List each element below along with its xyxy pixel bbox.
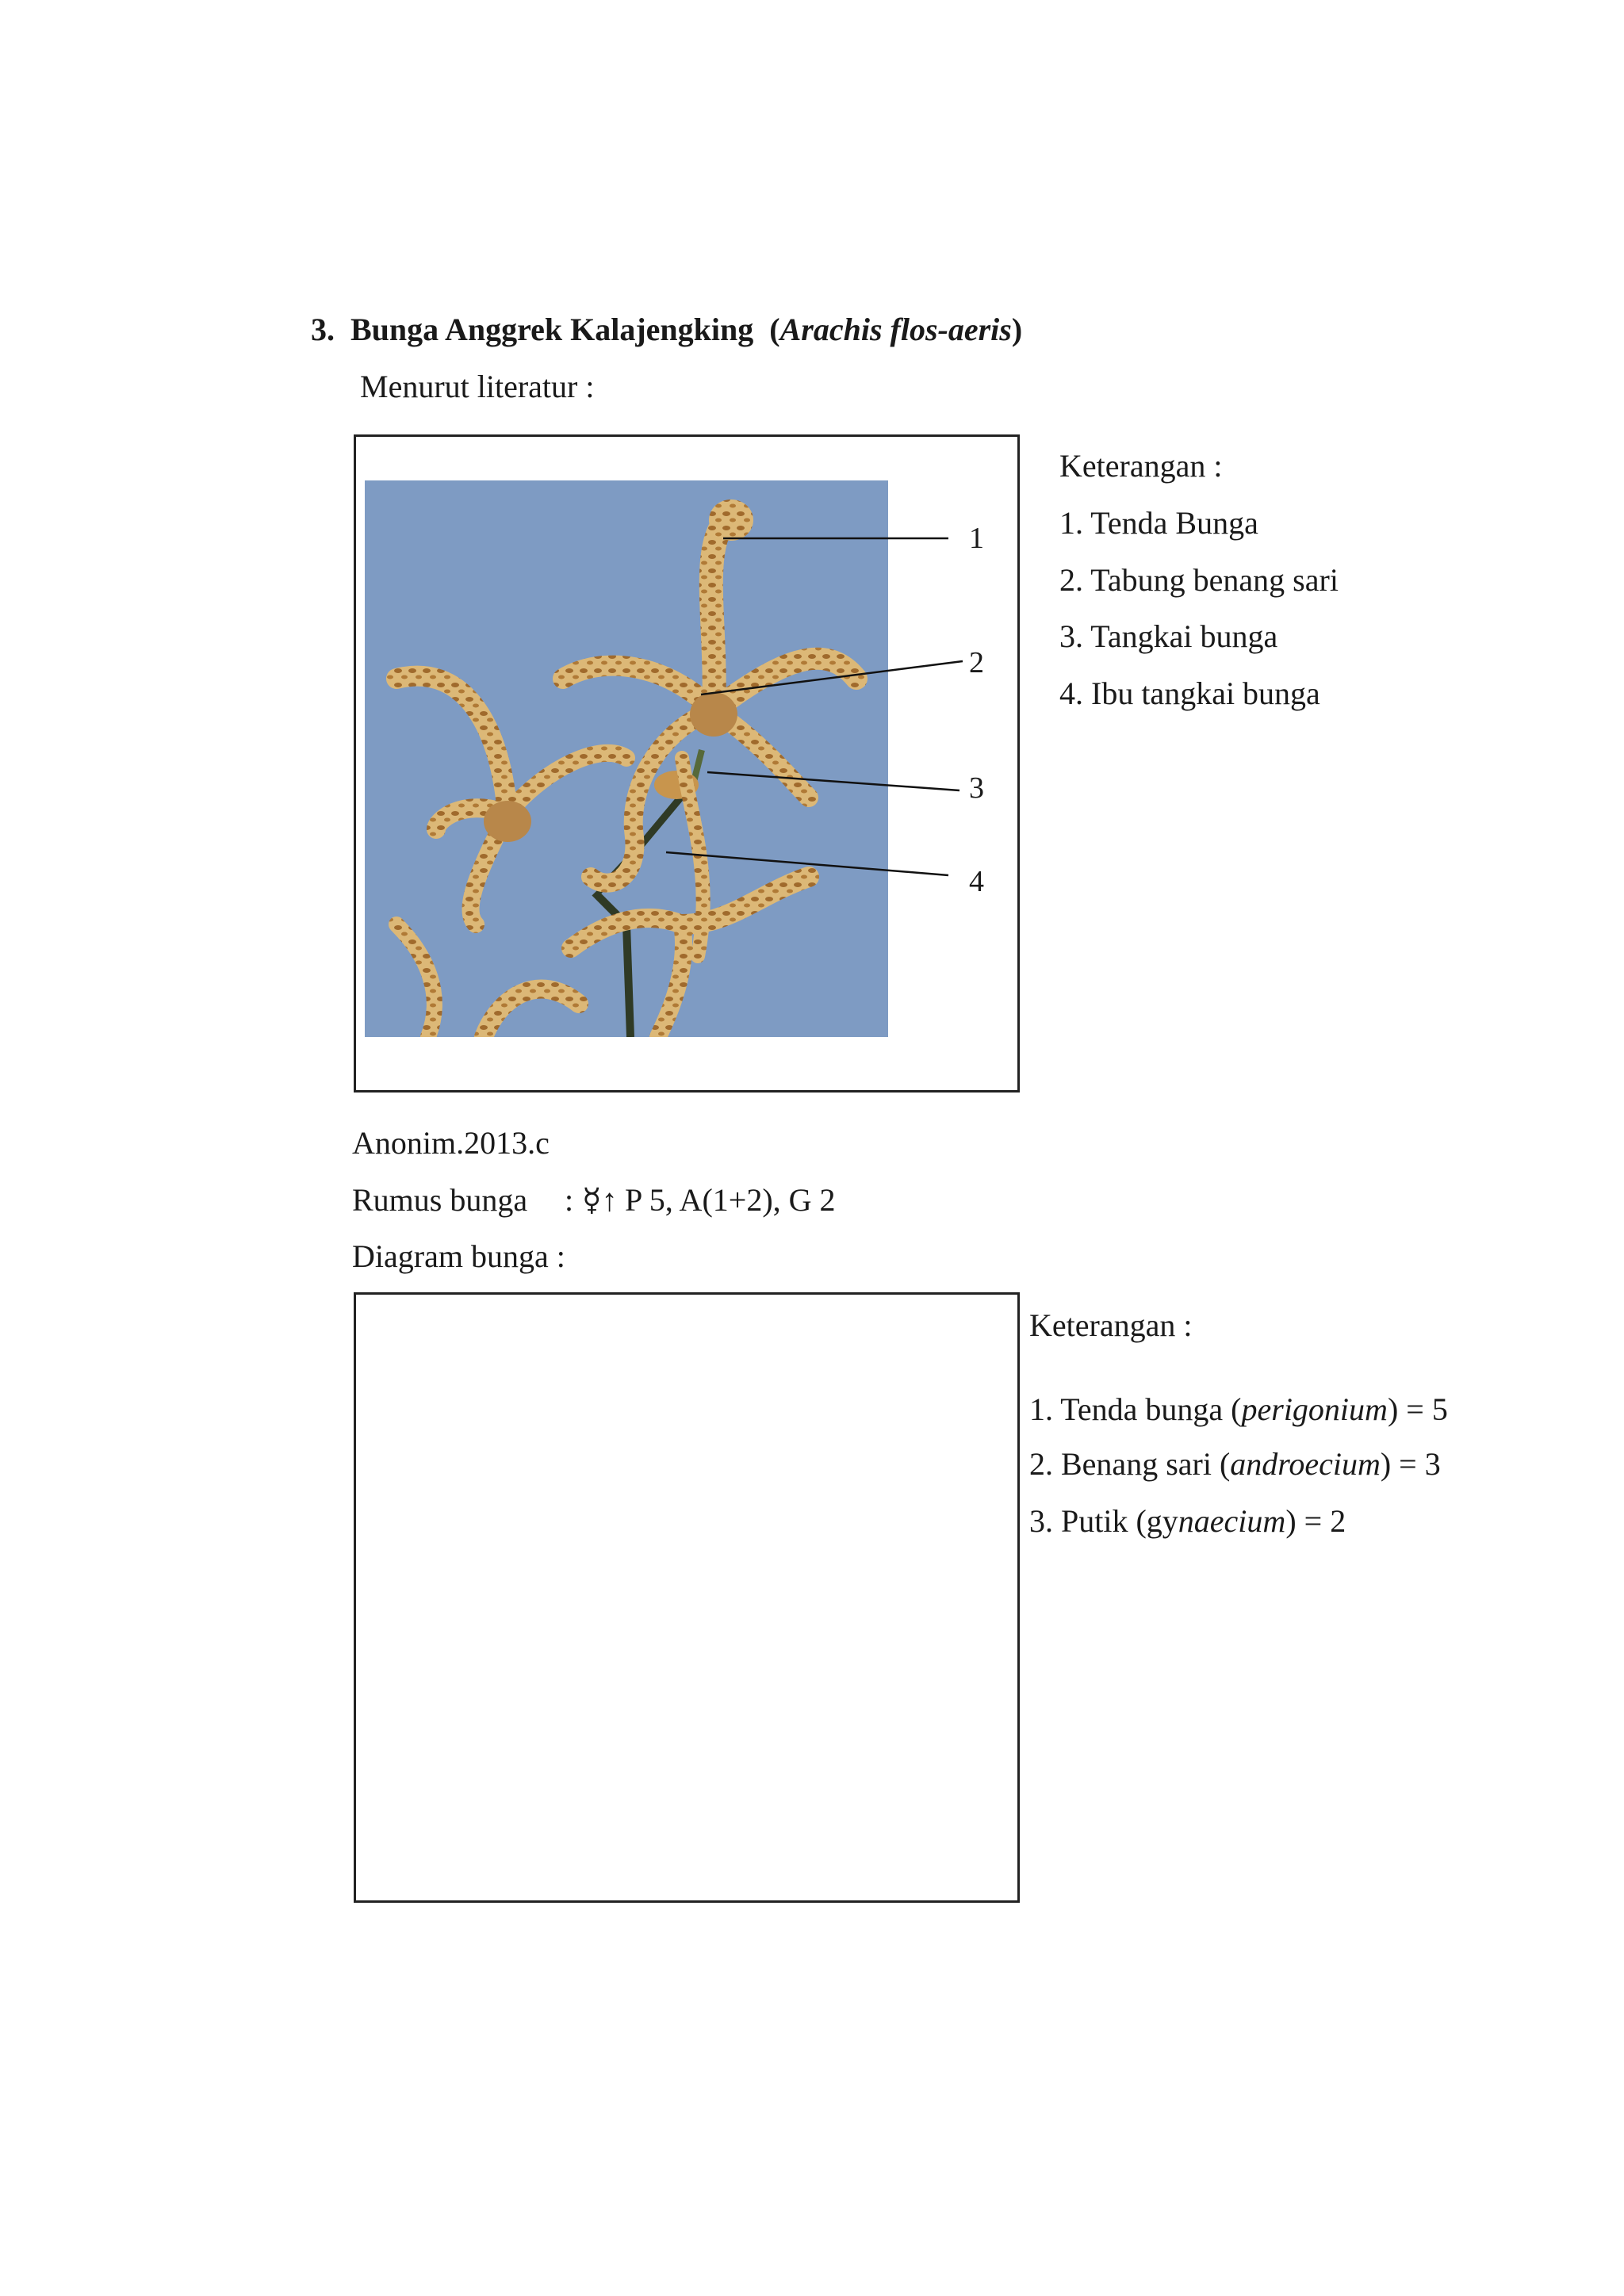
callout-label-3: 3 <box>969 771 984 805</box>
close-paren: ) <box>1011 312 1023 347</box>
figure-legend-item-2: 2. Tabung benang sari <box>1059 562 1339 598</box>
formula-text: P 5, A(1+2), G 2 <box>625 1182 836 1218</box>
callout-label-2: 2 <box>969 646 984 679</box>
callout-label-4: 4 <box>969 865 984 898</box>
section-number: 3. <box>311 312 335 347</box>
diagram-item-1-term: perigonium <box>1241 1391 1388 1427</box>
diagram-item-2-suffix: ) = 3 <box>1380 1446 1441 1482</box>
diagram-item-1-prefix: 1. Tenda bunga ( <box>1029 1391 1242 1427</box>
formula-colon: : <box>565 1182 574 1218</box>
source-citation: Anonim.2013.c <box>352 1125 550 1161</box>
open-paren: ( <box>769 312 780 347</box>
callout-line-4 <box>666 852 948 875</box>
diagram-legend-item-2 <box>1029 1448 1441 1480</box>
diagram-legend-title: Keterangan : <box>1029 1307 1193 1343</box>
callout-line-2 <box>701 661 963 695</box>
diagram-legend-item-1 <box>1029 1391 1448 1427</box>
diagram-item-3-prefix: 3. Putik (gy <box>1029 1503 1178 1539</box>
diagram-label: Diagram bunga : <box>352 1238 565 1274</box>
diagram-item-3-term: naecium <box>1178 1503 1286 1539</box>
diagram-item-3-suffix: ) = 2 <box>1285 1503 1346 1539</box>
diagram-item-1-suffix: ) = 5 <box>1387 1391 1448 1427</box>
figure-legend-title: Keterangan : <box>1059 448 1223 484</box>
figure-legend-item-1: 1. Tenda Bunga <box>1059 505 1258 541</box>
diagram-item-2-term: androecium <box>1230 1446 1381 1482</box>
figure-legend-item-4: 4. Ibu tangkai bunga <box>1059 675 1320 711</box>
diagram-legend-item-3 <box>1029 1503 1346 1539</box>
callout-label-1: 1 <box>969 522 984 555</box>
subtitle: Menurut literatur : <box>360 369 595 404</box>
latin-name: Arachis flos-aeris <box>779 312 1012 347</box>
section-title: Bunga Anggrek Kalajengking <box>350 312 754 347</box>
diagram-box <box>354 1292 1020 1903</box>
formula-symbols: ☿↑ <box>582 1182 618 1218</box>
callout-line-3 <box>707 772 959 790</box>
figure-legend-item-3: 3. Tangkai bunga <box>1059 618 1278 654</box>
formula-label: Rumus bunga <box>352 1182 528 1218</box>
diagram-item-2-prefix: 2. Benang sari ( <box>1029 1446 1231 1482</box>
